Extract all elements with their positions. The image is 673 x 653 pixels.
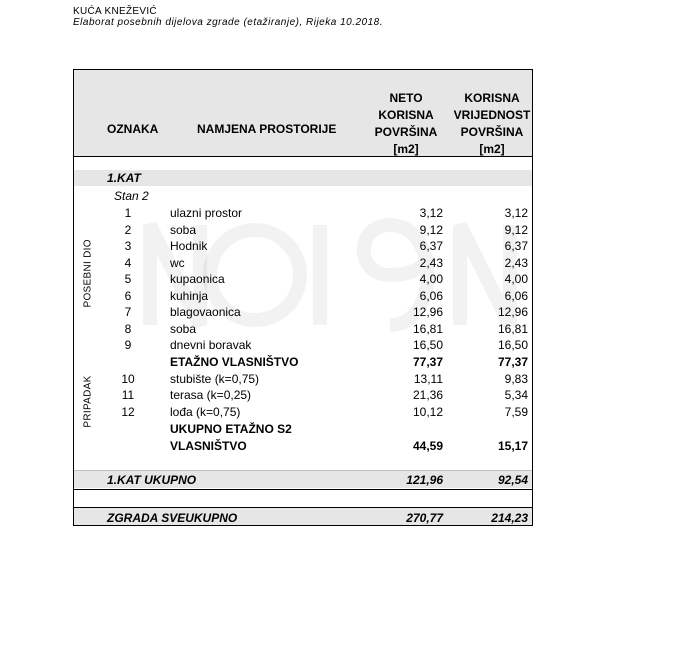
row-no: 2 <box>124 223 132 237</box>
sveukupno-label: ZGRADA SVEUKUPNO <box>107 511 238 525</box>
kat-ukupno-korisna: 92,54 <box>497 473 528 487</box>
row-name: soba <box>170 322 197 336</box>
row-no: 1 <box>124 206 132 220</box>
row-neto: 6,06 <box>419 289 443 303</box>
kat-ukupno-neto: 121,96 <box>406 473 443 487</box>
row-no: 8 <box>124 322 132 336</box>
ukupno-s2-korisna: 15,17 <box>497 439 528 453</box>
row-name: dnevni boravak <box>170 338 252 352</box>
row-korisna: 5,34 <box>504 388 528 402</box>
row-neto: 13,11 <box>413 372 443 386</box>
area-table <box>73 69 533 526</box>
row-korisna: 9,12 <box>504 223 528 237</box>
row-neto: 21,36 <box>412 388 443 402</box>
row-korisna: 12,96 <box>497 305 528 319</box>
side-label-posebni: POSEBNI DIO <box>82 239 94 308</box>
row-korisna: 6,06 <box>504 289 528 303</box>
row-korisna: 9,83 <box>504 372 528 386</box>
row-name: soba <box>170 223 197 237</box>
row-neto: 16,81 <box>412 322 443 336</box>
ukupno-s2-neto: 44,59 <box>412 439 443 453</box>
header-neto: NETO KORISNA POVRŠINA [m2] <box>374 91 438 156</box>
unit-label: Stan 2 <box>114 189 149 203</box>
row-korisna: 4,00 <box>504 272 528 286</box>
header-namjena: NAMJENA PROSTORIJE <box>197 122 337 136</box>
row-no: 4 <box>124 256 132 270</box>
document-subtitle: Elaborat posebnih dijelova zgrade (etažiranje), Rijeka 10.2018. <box>73 17 384 28</box>
row-neto: 6,37 <box>419 239 443 253</box>
row-no: 5 <box>124 272 132 286</box>
document-title: KUĆA KNEŽEVIĆ <box>73 6 157 17</box>
side-label-pripadak: PRIPADAK <box>82 375 94 428</box>
floor-band <box>74 170 532 186</box>
row-neto: 9,12 <box>419 223 443 237</box>
row-name: terasa (k=0,25) <box>170 388 252 402</box>
row-korisna: 2,43 <box>504 256 528 270</box>
row-name: lođa (k=0,75) <box>170 405 241 419</box>
sveukupno-korisna: 214,23 <box>491 511 528 525</box>
row-no: 11 <box>121 388 135 402</box>
etazno-neto: 77,37 <box>412 355 443 369</box>
row-neto: 3,12 <box>419 206 443 220</box>
floor-label: 1.KAT <box>107 171 141 185</box>
row-korisna: 3,12 <box>504 206 528 220</box>
sveukupno-neto: 270,77 <box>406 511 443 525</box>
row-neto: 10,12 <box>412 405 443 419</box>
row-neto: 2,43 <box>419 256 443 270</box>
row-name: kuhinja <box>170 289 209 303</box>
row-neto: 12,96 <box>412 305 443 319</box>
row-no: 6 <box>124 289 132 303</box>
kat-ukupno-label: 1.KAT UKUPNO <box>107 473 197 487</box>
ukupno-s2-label1: UKUPNO ETAŽNO S2 <box>170 422 292 436</box>
row-no: 3 <box>124 239 132 253</box>
row-korisna: 7,59 <box>504 405 528 419</box>
header-korisna: KORISNA VRIJEDNOST POVRŠINA [m2] <box>453 91 531 156</box>
row-no: 10 <box>121 372 135 386</box>
row-name: Hodnik <box>170 239 208 253</box>
etazno-label: ETAŽNO VLASNIŠTVO <box>170 355 299 369</box>
row-name: kupaonica <box>170 272 225 286</box>
row-no: 9 <box>124 338 132 352</box>
etazno-korisna: 77,37 <box>497 355 528 369</box>
row-name: stubište (k=0,75) <box>170 372 260 386</box>
row-neto: 16,50 <box>412 338 443 352</box>
row-korisna: 16,50 <box>497 338 528 352</box>
row-no: 12 <box>121 405 135 419</box>
divider <box>74 156 532 157</box>
row-korisna: 16,81 <box>497 322 528 336</box>
ukupno-s2-label2: VLASNIŠTVO <box>170 439 247 453</box>
row-neto: 4,00 <box>419 272 443 286</box>
row-no: 7 <box>124 305 132 319</box>
row-name: blagovaonica <box>170 305 241 319</box>
divider <box>74 489 532 490</box>
header-oznaka: OZNAKA <box>107 122 159 136</box>
row-name: ulazni prostor <box>170 206 243 220</box>
row-korisna: 6,37 <box>504 239 528 253</box>
row-name: wc <box>170 256 185 270</box>
